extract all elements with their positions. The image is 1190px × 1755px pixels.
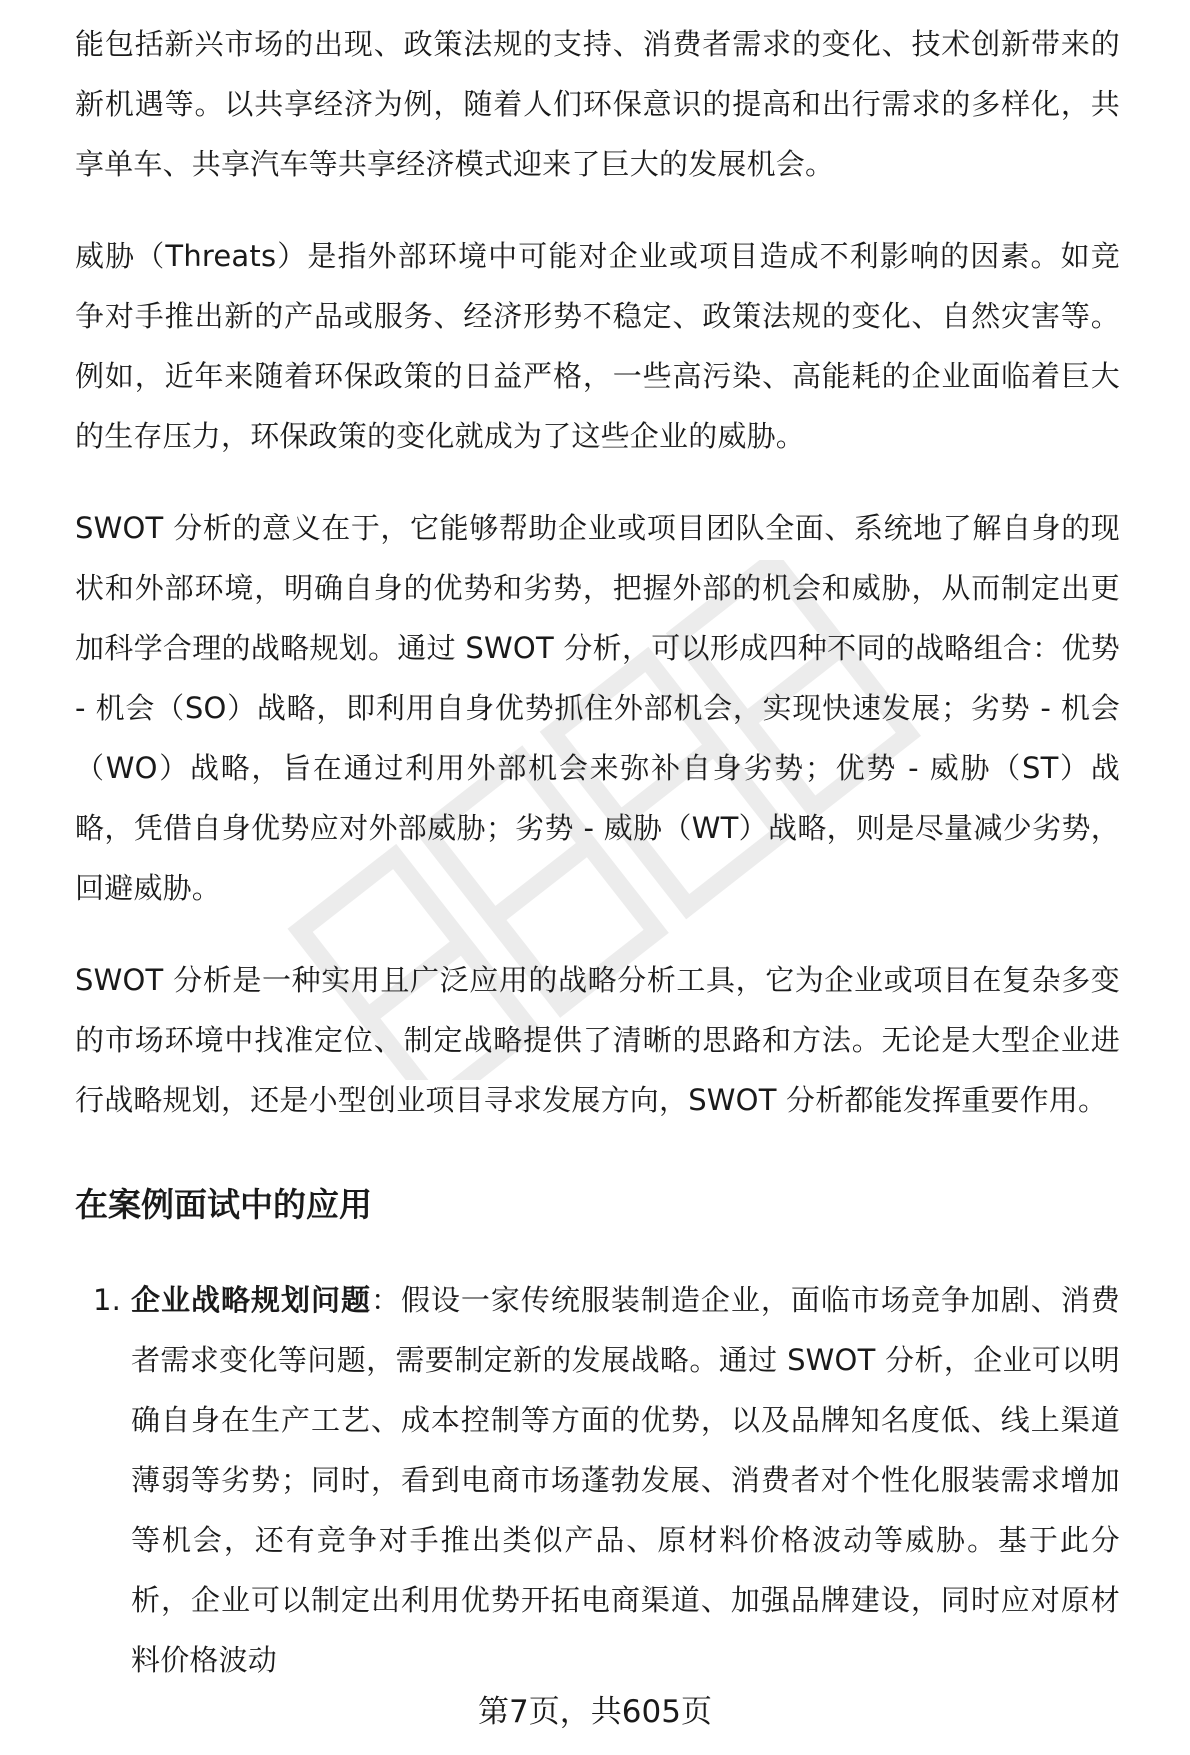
paragraph-opportunities: 能包括新兴市场的出现、政策法规的支持、消费者需求的变化、技术创新带来的新机遇等。以共享经济为例，随着人们环保意识的提高和出行需求的多样化，共享单车、共享汽车等共享经济模式迎来了巨大的发展机会。 bbox=[75, 27, 1120, 181]
list-item-title: 企业战略规划问题 bbox=[131, 1283, 371, 1317]
paragraph-swot-summary: SWOT 分析是一种实用且广泛应用的战略分析工具，它为企业或项目在复杂多变的市场环境中找准定位、制定战略提供了清晰的思路和方法。无论是大型企业进行战略规划，还是小型创业项目寻求发展方向，SWOT 分析都能发挥重要作用。 bbox=[75, 963, 1120, 1117]
list-item-number: 1. bbox=[93, 1283, 122, 1317]
paragraph-swot-significance: SWOT 分析的意义在于，它能够帮助企业或项目团队全面、系统地了解自身的现状和外部环境，明确自身的优势和劣势，把握外部的机会和威胁，从而制定出更加科学合理的战略规划。通过 SWOT 分析，可以形成四种不同的战略组合：优势 - 机会（SO）战略，即利用自身优势抓住外部机会，实现快速发展；劣势 - 机会（WO）战略，旨在通过利用外部机会来弥补自身劣势；优势 - 威胁（ST）战略，凭借自身优势应对外部威胁；劣势 - 威胁（WT）战略，则是尽量减少劣势，回避威胁。 bbox=[75, 511, 1120, 905]
section-heading: 在案例面试中的应用 bbox=[75, 1185, 372, 1224]
case-application-list bbox=[75, 1270, 1120, 1690]
list-item-text: ：假设一家传统服装制造企业，面临市场竞争加剧、消费者需求变化等问题，需要制定新的发展战略。通过 SWOT 分析，企业可以明确自身在生产工艺、成本控制等方面的优势，以及品牌知名度低、线上渠道薄弱等劣势；同时，看到电商市场蓬勃发展、消费者对个性化服装需求增加等机会，还有竞争对手推出类似产品、原材料价格波动等威胁。基于此分析，企业可以制定出利用优势开拓电商渠道、加强品牌建设，同时应对原材料价格波动 bbox=[131, 1283, 1120, 1677]
paragraph-threats: 威胁（Threats）是指外部环境中可能对企业或项目造成不利影响的因素。如竞争对手推出新的产品或服务、经济形势不稳定、政策法规的变化、自然灾害等。例如，近年来随着环保政策的日益严格，一些高污染、高能耗的企业面临着巨大的生存压力，环保政策的变化就成为了这些企业的威胁。 bbox=[75, 239, 1120, 453]
document-body bbox=[75, 14, 1120, 1690]
list-item bbox=[75, 1270, 1120, 1690]
page-number-footer: 第7页，共605页 bbox=[478, 1694, 712, 1730]
